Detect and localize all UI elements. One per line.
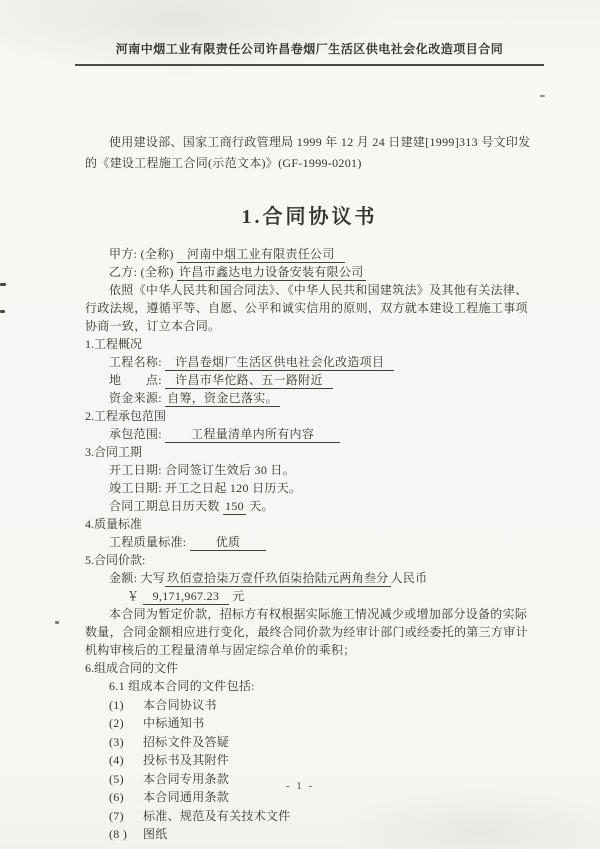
list-item bbox=[85, 751, 534, 769]
funding-source-label: 资金来源: bbox=[109, 391, 162, 405]
quality-standard-value: 优质 bbox=[190, 535, 267, 551]
list-item-text: 本合同专用条款 bbox=[143, 771, 230, 786]
party-a-value: 河南中烟工业有限责任公司 bbox=[177, 247, 345, 263]
section6-subheading: 6.1 组成本合同的文件包括: bbox=[109, 679, 255, 693]
scan-artifact bbox=[55, 621, 59, 624]
finish-date-line: 竣工日期: 开工之日起 120 日历天。 bbox=[109, 481, 302, 495]
amount-words-value: 玖佰壹拾柒万壹仟玖佰柒拾陆元两角叁分 bbox=[167, 571, 389, 585]
section4-heading: 4.质量标准 bbox=[85, 517, 143, 531]
list-item bbox=[85, 696, 534, 714]
amount-words-line bbox=[85, 569, 534, 587]
list-item bbox=[85, 714, 534, 732]
party-b-line bbox=[85, 263, 534, 281]
list-item-number: (5) bbox=[109, 771, 124, 786]
amount-words-suffix: 人民币 bbox=[390, 571, 428, 585]
project-location-label: 地 点: bbox=[109, 373, 162, 387]
contract-scope-label: 承包范围: bbox=[109, 427, 162, 441]
preamble-paragraph: 依照《中华人民共和国合同法》、《中华人民共和国建筑法》及其他有关法律、行政法规，遵循平等、自愿、公平和诚实信用的原则，双方就本建设工程施工事项协商一致，订立本合同。 bbox=[85, 283, 528, 333]
party-a-line bbox=[85, 245, 534, 263]
section3-heading: 3.合同工期 bbox=[85, 445, 143, 459]
section1-heading: 1.工程概况 bbox=[85, 337, 143, 351]
list-item-text: 本合同通用条款 bbox=[143, 790, 230, 804]
party-b-label: 乙方: (全称) bbox=[109, 265, 174, 279]
list-item-text: 中标通知书 bbox=[143, 716, 205, 730]
project-name-line bbox=[85, 353, 534, 371]
contract-scope-value: 工程量清单内所有内容 bbox=[165, 427, 340, 443]
page-number: - 1 - bbox=[285, 780, 315, 792]
project-name-value: 许昌卷烟厂生活区供电社会化改造项目 bbox=[165, 355, 394, 371]
scan-artifact bbox=[0, 283, 6, 286]
list-item-number: (4) bbox=[109, 753, 124, 767]
funding-source-line bbox=[85, 389, 534, 407]
list-item-number: (1) bbox=[109, 697, 124, 712]
list-item-text: 招标文件及答疑 bbox=[143, 734, 230, 749]
scan-artifact bbox=[0, 310, 5, 313]
section2-heading: 2.工程承包范围 bbox=[85, 409, 167, 423]
duration-prefix: 合同工期总日历天数 bbox=[109, 499, 220, 513]
start-date-line: 开工日期: 合同签订生效后 30 日。 bbox=[109, 463, 296, 477]
currency-symbol: ￥ bbox=[127, 589, 140, 603]
amount-words-label: 金额: 大写 bbox=[109, 571, 166, 585]
project-name-label: 工程名称: bbox=[109, 355, 162, 369]
contract-documents-list bbox=[85, 696, 534, 844]
intro-paragraph: 使用建设部、国家工商行政管理局 1999 年 12 月 24 日建建[1999]313 号文印发的《建设工程施工合同(示范文本)》(GF-1999-0201) bbox=[85, 135, 531, 170]
amount-figures-value: 9,171,967.23 bbox=[143, 589, 230, 605]
section6-heading: 6.组成合同的文件 bbox=[85, 661, 179, 675]
list-item-number: (6) bbox=[109, 790, 124, 804]
list-item-number: (2) bbox=[109, 716, 124, 730]
list-item-number: (3) bbox=[109, 734, 124, 749]
list-item-text: 本合同协议书 bbox=[143, 697, 217, 712]
scan-artifact bbox=[540, 95, 545, 97]
amount-unit: 元 bbox=[232, 589, 245, 603]
list-item-text: 图纸 bbox=[143, 827, 168, 841]
page-title: 1.合同协议书 bbox=[241, 206, 378, 228]
amount-figures-line bbox=[85, 587, 534, 605]
project-location-value: 许昌市华佗路、五一路附近 bbox=[165, 373, 333, 389]
list-item-number: (7) bbox=[109, 808, 124, 823]
duration-value: 150 bbox=[225, 499, 244, 513]
list-item-text: 标准、规范及有关技术文件 bbox=[143, 808, 291, 823]
funding-source-value: 自筹，资金已落实。 bbox=[167, 391, 278, 405]
price-note-paragraph: 本合同为暂定价款，招标方有权根据实际施工情况减少或增加部分设备的实际数量，合同金额相应进行变化，最终合同价款为经审计部门或经委托的第三方审计机构审核后的工程量清单与固定综合单价的乘积； bbox=[85, 607, 528, 657]
page-content bbox=[85, 40, 534, 843]
duration-line bbox=[85, 497, 534, 515]
list-item bbox=[85, 733, 534, 751]
list-item bbox=[85, 825, 534, 843]
quality-standard-line bbox=[85, 533, 534, 551]
contract-header-title: 河南中烟工业有限责任公司许昌卷烟厂生活区供电社会化改造项目合同 bbox=[75, 40, 544, 66]
party-b-value: 许昌市鑫达电力设备安装有限公司 bbox=[179, 265, 364, 279]
duration-suffix: 天。 bbox=[249, 499, 274, 513]
list-item-text: 投标书及其附件 bbox=[143, 753, 230, 767]
section5-heading: 5.合同价款: bbox=[85, 553, 146, 567]
contract-scope-line bbox=[85, 425, 534, 443]
quality-standard-label: 工程质量标准: bbox=[109, 535, 187, 549]
list-item-number: (8 ) bbox=[109, 827, 128, 841]
party-a-label: 甲方: (全称) bbox=[109, 247, 174, 261]
list-item bbox=[85, 807, 534, 825]
project-location-line bbox=[85, 371, 534, 389]
